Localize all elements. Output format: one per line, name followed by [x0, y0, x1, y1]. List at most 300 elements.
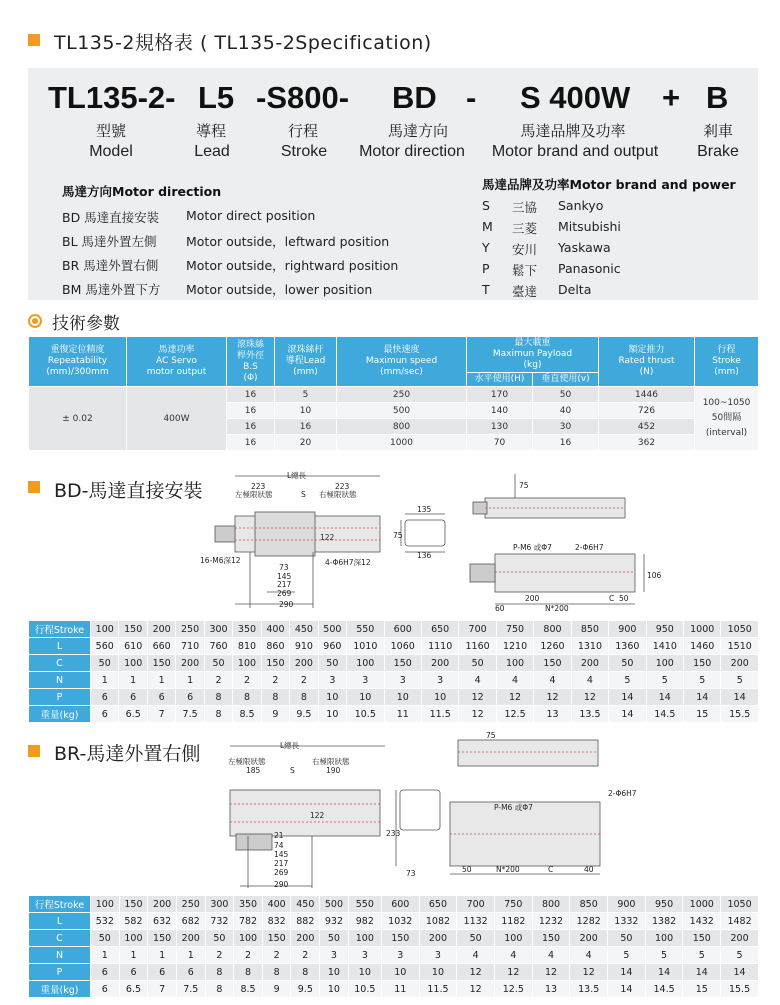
- dim-row-label: P: [29, 964, 91, 981]
- dim-cell: 1332: [608, 913, 646, 930]
- dim-cell: 8: [204, 706, 232, 723]
- dim-cell: 4: [496, 672, 533, 689]
- dim-cell: 782: [234, 913, 263, 930]
- dim-cell: 6: [91, 964, 120, 981]
- label-lead-cn: 導程: [195, 122, 226, 140]
- dim-cell: 6: [147, 689, 175, 706]
- dim-cell: 5: [721, 672, 759, 689]
- dim-cell: 11: [384, 706, 421, 723]
- dim-cell: 200: [176, 930, 205, 947]
- dim-cell: 300: [205, 896, 234, 913]
- dim-label: C: [609, 594, 615, 603]
- dim-cell: 100: [119, 930, 148, 947]
- dim-cell: 5: [609, 672, 646, 689]
- dim-cell: 14: [646, 689, 683, 706]
- dim-cell: 632: [148, 913, 177, 930]
- br-square-icon: [28, 745, 40, 757]
- dim-cell: 710: [176, 638, 204, 655]
- dim-row: [29, 655, 759, 672]
- brand-code: S: [482, 198, 490, 213]
- spec-cell: 362: [599, 435, 695, 451]
- dim-label: 145: [277, 572, 292, 581]
- dim-cell: 150: [534, 655, 571, 672]
- dim-cell: 150: [381, 930, 419, 947]
- direction-item: [62, 256, 158, 274]
- dim-cell: 200: [176, 655, 204, 672]
- dim-cell: 200: [148, 896, 177, 913]
- dim-row-label: N: [29, 672, 91, 689]
- dim-cell: 300: [204, 621, 232, 638]
- dim-cell: 3: [348, 947, 381, 964]
- dim-label: S: [301, 490, 306, 499]
- direction-item: [62, 208, 159, 226]
- code-model: TL135-2-: [48, 80, 176, 115]
- dim-cell: 12: [496, 689, 533, 706]
- brand-en: Panasonic: [558, 261, 621, 276]
- dim-cell: 150: [532, 930, 570, 947]
- dim-cell: 200: [571, 655, 608, 672]
- dim-cell: 1310: [571, 638, 608, 655]
- dim-cell: 8: [262, 964, 291, 981]
- dim-label: 136: [417, 551, 432, 560]
- dim-cell: 850: [571, 621, 608, 638]
- dim-cell: 582: [119, 913, 148, 930]
- dim-cell: 100: [645, 930, 683, 947]
- dim-cell: 150: [119, 621, 147, 638]
- dim-cell: 10: [381, 964, 419, 981]
- dim-cell: 150: [261, 655, 289, 672]
- spec-cell: 1446: [599, 387, 695, 403]
- dim-row: [29, 930, 759, 947]
- dim-cell: 14: [684, 689, 721, 706]
- dim-cell: 2: [290, 672, 318, 689]
- dim-label: 290: [279, 600, 294, 609]
- dim-row: [29, 913, 759, 930]
- code-dash: -: [466, 80, 477, 115]
- target-icon: [28, 314, 42, 328]
- brand-en: Delta: [558, 282, 592, 297]
- dim-cell: 100: [646, 655, 683, 672]
- bd-dimension-table: [28, 620, 759, 723]
- dim-cell: 14: [721, 689, 759, 706]
- header-vertical: 垂直使用(v): [533, 373, 599, 387]
- direction-item-en: Motor direct position: [186, 208, 316, 223]
- dim-label: C: [548, 865, 554, 874]
- dim-cell: 400: [262, 896, 291, 913]
- dim-cell: 14: [721, 964, 759, 981]
- brand-code: Y: [482, 240, 490, 255]
- br-drawing: [200, 726, 755, 894]
- header-speed: 最快速度 Maximun speed (mm/sec): [337, 337, 467, 387]
- brand-cn: 三菱: [512, 221, 538, 236]
- dim-cell: 1: [119, 947, 148, 964]
- dim-cell: 500: [318, 621, 346, 638]
- dim-cell: 1: [91, 947, 120, 964]
- dim-cell: 2: [291, 947, 320, 964]
- dim-cell: 50: [318, 655, 346, 672]
- dim-label: 185: [246, 766, 261, 775]
- spec-cell: 170: [467, 387, 533, 403]
- dim-cell: 10: [419, 964, 457, 981]
- dim-row: [29, 621, 759, 638]
- dim-cell: 15: [683, 981, 721, 998]
- dim-label: 223: [251, 482, 266, 491]
- stroke-interval: 50間隔: [711, 413, 742, 423]
- dim-cell: 9.5: [290, 706, 318, 723]
- dim-cell: 14.5: [646, 706, 683, 723]
- motor-brand-heading: 馬達品牌及功率Motor brand and power: [482, 177, 736, 192]
- dim-row: [29, 638, 759, 655]
- dim-label: 60: [495, 604, 505, 613]
- dim-cell: 150: [384, 655, 421, 672]
- dim-cell: 1032: [381, 913, 419, 930]
- dim-row-label: 行程Stroke: [29, 896, 91, 913]
- dim-cell: 350: [234, 896, 263, 913]
- dim-row: [29, 981, 759, 998]
- page-title: TL135-2規格表 ( TL135-2Specification): [54, 32, 432, 54]
- dim-label: N*200: [496, 865, 520, 874]
- label-model-cn: 型號: [95, 122, 126, 140]
- dim-cell: 4: [457, 947, 495, 964]
- header-payload: 最大載重 Maximun Payload (kg): [467, 337, 599, 373]
- bd-total-len: L總長: [287, 471, 307, 480]
- dim-label: 16-M6深12: [200, 556, 241, 565]
- dim-cell: 200: [290, 655, 318, 672]
- dim-label: 217: [277, 580, 292, 589]
- dim-cell: 600: [384, 621, 421, 638]
- dim-label: S: [290, 766, 295, 775]
- bd-title: BD-馬達直接安裝: [54, 480, 203, 502]
- dim-cell: 1160: [459, 638, 496, 655]
- dim-cell: 532: [91, 913, 120, 930]
- dim-cell: 10.5: [348, 981, 381, 998]
- dim-cell: 760: [204, 638, 232, 655]
- brand-cn: 安川: [512, 242, 538, 257]
- dim-cell: 1: [91, 672, 119, 689]
- spec-cell: 70: [467, 435, 533, 451]
- dim-cell: 200: [147, 621, 175, 638]
- label-brand-en: Motor brand and output: [491, 143, 659, 160]
- dim-cell: 11.5: [421, 706, 458, 723]
- dim-label: 217: [274, 859, 289, 868]
- dim-cell: 850: [570, 896, 608, 913]
- direction-item: [62, 280, 160, 298]
- dim-row-label: C: [29, 930, 91, 947]
- repeatability-value: ± 0.02: [29, 387, 127, 451]
- dim-cell: 250: [176, 621, 204, 638]
- spec-cell: 16: [227, 387, 275, 403]
- dim-cell: 8: [233, 689, 261, 706]
- dim-cell: 100: [348, 930, 381, 947]
- spec-cell: 140: [467, 403, 533, 419]
- dim-label: 190: [326, 766, 341, 775]
- dim-cell: 12.5: [494, 981, 532, 998]
- dim-cell: 910: [290, 638, 318, 655]
- dim-cell: 8: [204, 689, 232, 706]
- dim-cell: 810: [233, 638, 261, 655]
- dim-cell: 550: [348, 896, 381, 913]
- dim-cell: 550: [347, 621, 384, 638]
- label-lead-en: Lead: [194, 143, 230, 160]
- dim-cell: 10.5: [347, 706, 384, 723]
- bd-square-icon: [28, 481, 40, 493]
- dim-cell: 8: [291, 964, 320, 981]
- dim-cell: 50: [91, 655, 119, 672]
- dim-cell: 1110: [421, 638, 458, 655]
- dim-label: 233: [386, 829, 401, 838]
- brand-cn: 臺達: [512, 284, 538, 299]
- dim-cell: 6: [91, 706, 119, 723]
- dim-cell: 2: [234, 947, 263, 964]
- dim-cell: 100: [347, 655, 384, 672]
- dim-label: 200: [525, 594, 540, 603]
- spec-cell: 10: [275, 403, 337, 419]
- dim-cell: 10: [320, 964, 349, 981]
- dim-cell: 650: [421, 621, 458, 638]
- dim-cell: 7.5: [176, 706, 204, 723]
- dim-cell: 4: [571, 672, 608, 689]
- dim-cell: 1260: [534, 638, 571, 655]
- spec-cell: 726: [599, 403, 695, 419]
- dim-cell: 800: [534, 621, 571, 638]
- dim-cell: 150: [262, 930, 291, 947]
- dim-cell: 3: [381, 947, 419, 964]
- spec-cell: 20: [275, 435, 337, 451]
- dim-cell: 10: [320, 981, 349, 998]
- dim-row: [29, 947, 759, 964]
- tech-spec-table: [28, 336, 759, 451]
- dim-label: 269: [274, 868, 289, 877]
- dim-cell: 1232: [532, 913, 570, 930]
- direction-code: BL 馬達外置左側: [62, 234, 157, 249]
- spec-cell: 16: [227, 403, 275, 419]
- header-screw-dia: 滾珠絲 桿外徑 B.S (Φ): [227, 337, 275, 387]
- dim-cell: 1000: [684, 621, 721, 638]
- dim-cell: 1050: [721, 896, 759, 913]
- dim-cell: 12: [459, 706, 496, 723]
- label-brake-cn: 剎車: [702, 122, 733, 140]
- dim-label: L總長: [280, 741, 300, 750]
- dim-label: 50: [619, 594, 629, 603]
- dim-cell: 1460: [684, 638, 721, 655]
- dim-label: 40: [584, 865, 594, 874]
- dim-cell: 1382: [645, 913, 683, 930]
- dim-cell: 100: [119, 655, 147, 672]
- dim-cell: 100: [496, 655, 533, 672]
- dim-cell: 5: [646, 672, 683, 689]
- dim-cell: 1: [119, 672, 147, 689]
- dim-cell: 1182: [494, 913, 532, 930]
- dim-cell: 8: [205, 964, 234, 981]
- dim-label: 2-Φ6H7: [575, 543, 604, 552]
- dim-cell: 4: [534, 672, 571, 689]
- dim-cell: 2: [204, 672, 232, 689]
- code-stroke: -S800-: [256, 80, 350, 115]
- spec-cell: 16: [275, 419, 337, 435]
- dim-cell: 50: [609, 655, 646, 672]
- bd-drawing: [195, 468, 755, 616]
- dim-cell: 8.5: [234, 981, 263, 998]
- dim-cell: 950: [645, 896, 683, 913]
- brand-cn: 三協: [512, 200, 538, 215]
- dim-cell: 200: [421, 655, 458, 672]
- dim-cell: 1: [176, 947, 205, 964]
- dim-cell: 12: [457, 964, 495, 981]
- dim-cell: 50: [459, 655, 496, 672]
- code-brand: S 400W: [520, 80, 631, 115]
- dim-label: 75: [393, 531, 403, 540]
- dim-cell: 732: [205, 913, 234, 930]
- direction-item: [62, 232, 157, 250]
- dim-cell: 8: [205, 981, 234, 998]
- dim-cell: 700: [459, 621, 496, 638]
- dim-label: 135: [417, 505, 432, 514]
- dim-cell: 6: [148, 964, 177, 981]
- dim-cell: 1282: [570, 913, 608, 930]
- dim-cell: 250: [176, 896, 205, 913]
- dim-cell: 1: [148, 947, 177, 964]
- dim-cell: 5: [645, 947, 683, 964]
- dim-cell: 150: [683, 930, 721, 947]
- dim-cell: 9.5: [291, 981, 320, 998]
- spec-cell: 452: [599, 419, 695, 435]
- spec-cell: 30: [533, 419, 599, 435]
- title-square-icon: [28, 34, 40, 46]
- header-repeatability: 重復定位精度 Repeatability (mm)/300mm: [29, 337, 127, 387]
- dim-cell: 2: [262, 947, 291, 964]
- dim-cell: 14: [608, 964, 646, 981]
- dim-cell: 50: [608, 930, 646, 947]
- header-thrust: 額定推力 Rated thrust (N): [599, 337, 695, 387]
- dim-row: [29, 689, 759, 706]
- dim-cell: 8: [290, 689, 318, 706]
- dim-cell: 5: [608, 947, 646, 964]
- dim-row-label: 重量(kg): [29, 981, 91, 998]
- dim-cell: 950: [646, 621, 683, 638]
- dim-cell: 3: [318, 672, 346, 689]
- dim-row: [29, 706, 759, 723]
- dim-cell: 3: [384, 672, 421, 689]
- label-model-en: Model: [89, 143, 133, 160]
- dim-cell: 12: [457, 981, 495, 998]
- dim-cell: 6: [91, 981, 120, 998]
- dim-cell: 1410: [646, 638, 683, 655]
- dim-cell: 100: [91, 621, 119, 638]
- model-code-panel: [28, 68, 758, 300]
- dim-label: 左極限狀態: [228, 757, 266, 766]
- spec-cell: 16: [227, 435, 275, 451]
- dim-label: 左極限狀態: [235, 490, 273, 499]
- dim-cell: 6: [176, 964, 205, 981]
- direction-code: BR 馬達外置右側: [62, 258, 159, 273]
- dim-label: 2-Φ6H7: [608, 789, 637, 798]
- motor-output-value: 400W: [127, 387, 227, 451]
- dim-label: 50: [462, 865, 472, 874]
- dim-row: [29, 964, 759, 981]
- dim-cell: 6: [176, 689, 204, 706]
- dim-cell: 2: [233, 672, 261, 689]
- dim-cell: 10: [318, 689, 346, 706]
- dim-cell: 200: [721, 655, 759, 672]
- dim-cell: 100: [234, 930, 263, 947]
- spec-cell: 1000: [337, 435, 467, 451]
- dim-cell: 12.5: [496, 706, 533, 723]
- dim-label: 右極限狀態: [319, 490, 357, 499]
- dim-cell: 200: [419, 930, 457, 947]
- spec-cell: 800: [337, 419, 467, 435]
- dim-cell: 800: [532, 896, 570, 913]
- dim-label: 73: [279, 563, 289, 572]
- dim-row: [29, 896, 759, 913]
- dim-label: 75: [519, 481, 529, 490]
- direction-item-en: Motor outside，leftward position: [186, 234, 390, 249]
- dim-label: N*200: [545, 604, 569, 613]
- dim-cell: 14: [609, 689, 646, 706]
- brand-code: T: [482, 282, 490, 297]
- dim-cell: 1482: [721, 913, 759, 930]
- dim-label: 290: [274, 880, 289, 889]
- spec-cell: 5: [275, 387, 337, 403]
- dim-cell: 3: [419, 947, 457, 964]
- dim-label: 4-Φ6H7深12: [325, 558, 371, 567]
- dim-cell: 150: [684, 655, 721, 672]
- label-brand-cn: 馬達品牌及功率: [520, 122, 626, 140]
- dim-cell: 13.5: [570, 981, 608, 998]
- dim-cell: 12: [459, 689, 496, 706]
- dim-cell: 750: [496, 621, 533, 638]
- dim-cell: 6: [119, 964, 148, 981]
- dim-cell: 150: [148, 930, 177, 947]
- dim-cell: 1132: [457, 913, 495, 930]
- dim-cell: 12: [534, 689, 571, 706]
- dim-cell: 750: [494, 896, 532, 913]
- dim-cell: 860: [261, 638, 289, 655]
- dim-cell: 15: [684, 706, 721, 723]
- spec-cell: 50: [533, 387, 599, 403]
- motor-direction-heading: 馬達方向Motor direction: [62, 184, 222, 199]
- label-direction-en: Motor direction: [359, 143, 465, 160]
- dim-cell: 7.5: [176, 981, 205, 998]
- dim-label: 122: [310, 811, 325, 820]
- dim-cell: 650: [419, 896, 457, 913]
- spec-cell: 16: [533, 435, 599, 451]
- spec-cell: 500: [337, 403, 467, 419]
- direction-code: BM 馬達外置下方: [62, 282, 161, 297]
- dim-cell: 11: [381, 981, 419, 998]
- dim-cell: 832: [262, 913, 291, 930]
- dim-cell: 200: [721, 930, 759, 947]
- code-brake: B: [706, 80, 729, 115]
- dim-label: 右極限狀態: [312, 757, 350, 766]
- dim-cell: 7: [147, 706, 175, 723]
- spec-cell: 40: [533, 403, 599, 419]
- dim-cell: 1060: [384, 638, 421, 655]
- dim-cell: 10: [347, 689, 384, 706]
- dim-cell: 1510: [721, 638, 759, 655]
- dim-cell: 12: [532, 964, 570, 981]
- code-lead: L5: [198, 80, 235, 115]
- dim-cell: 1432: [683, 913, 721, 930]
- dim-cell: 13.5: [571, 706, 608, 723]
- dim-cell: 960: [318, 638, 346, 655]
- dim-cell: 10: [384, 689, 421, 706]
- header-horizontal: 水平使用(H): [467, 373, 533, 387]
- brand-en: Yaskawa: [558, 240, 611, 255]
- dim-cell: 8: [261, 689, 289, 706]
- spec-cell: 130: [467, 419, 533, 435]
- dim-cell: 1000: [683, 896, 721, 913]
- dim-cell: 200: [570, 930, 608, 947]
